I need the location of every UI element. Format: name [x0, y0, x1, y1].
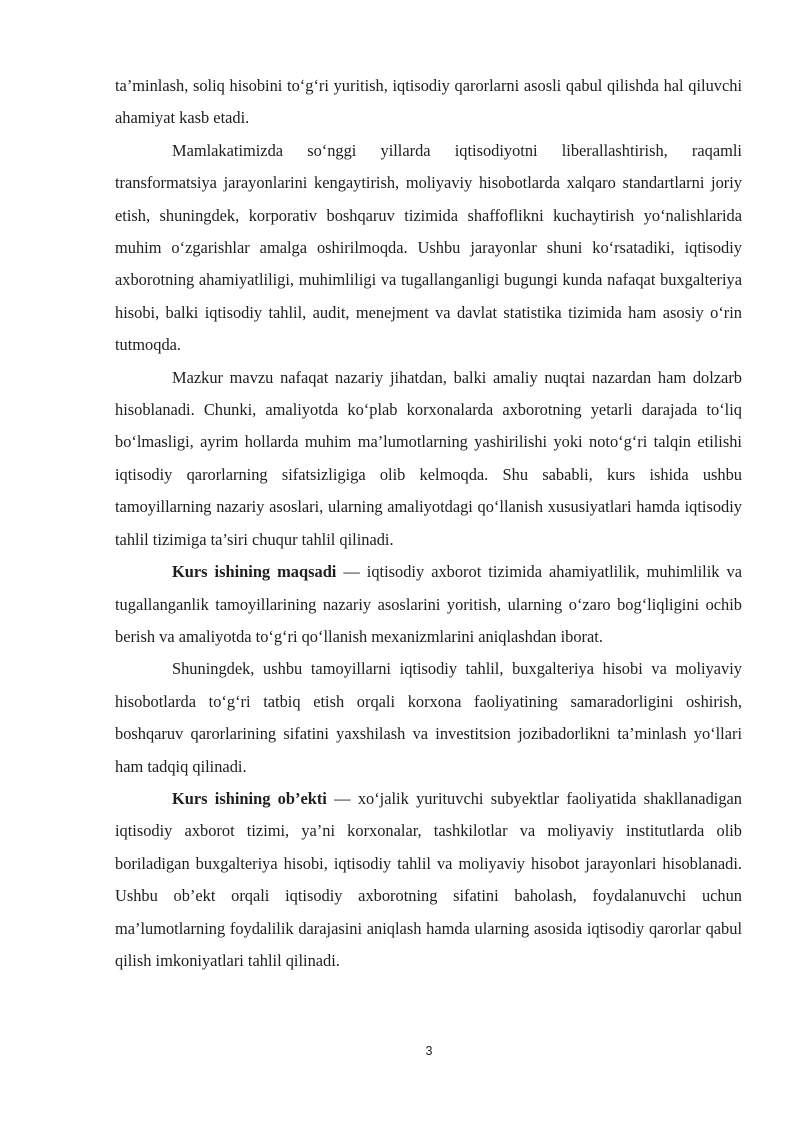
paragraph-text: Mazkur mavzu nafaqat nazariy jihatdan, balki amaliy nuqtai nazardan ham dolzarb hisoblanadi. Chunki, amaliyotda ko‘plab korxonalarda axborotning yetarli darajada to‘liq bo‘lmasligi, ayrim hollarda muhim ma’lumotlarning yashirilishi yoki noto‘g‘ri talqin etilishi iqtisodiy qarorlarning sifatsizligiga olib kelmoqda. Shu sababli, kurs ishida ushbu tamoyillarning nazariy asoslari, ularning amaliyotdagi qo‘llanish xususiyatlari hamda iqtisodiy tahlil tizimiga ta’siri chuqur tahlil qilinadi.: [115, 367, 742, 549]
paragraph-goal: [115, 556, 742, 653]
paragraph-text: Shuningdek, ushbu tamoyillarni iqtisodiy tahlil, buxgalteriya hisobi va moliyaviy hisobotlarda to‘g‘ri tatbiq etish orqali korxona faoliyatining samaradorligini oshirish, boshqaruv qarorlarining sifatini yaxshilash va investitsion jozibadorlikni ta’minlash yo‘llari ham tadqiq qilinadi.: [115, 659, 742, 776]
paragraph-text: Mamlakatimizda so‘nggi yillarda iqtisodiyotni liberallashtirish, raqamli transformatsiya jarayonlarini kengaytirish, moliyaviy hisobotlarda xalqaro standartlarni joriy etish, shuningdek, korporativ boshqaruv tizimida shaffoflikni kuchaytirish yo‘nalishlarida muhim o‘zgarishlar amalga oshirilmoqda. Ushbu jarayonlar shuni ko‘rsatadiki, iqtisodiy axborotning ahamiyatliligi, muhimliligi va tugallanganligi bugungi kunda nafaqat buxgalteriya hisobi, balki iqtisodiy tahlil, audit, menejment va davlat statistika tizimida ham asosiy o‘rin tutmoqda.: [115, 140, 742, 355]
page-number: 3: [425, 1044, 433, 1058]
paragraph-text: — iqtisodiy axborot tizimida ahamiyatlilik, muhimlilik va tugallanganlik tamoyillarining nazariy asoslarini yoritish, ularning o‘zaro bog‘liqligini ochib berish va amaliyotda to‘g‘ri qo‘llanish mexanizmlarini aniqlashdan iborat.: [115, 562, 742, 646]
paragraph-object: [115, 783, 742, 977]
document-body: [115, 70, 742, 977]
goal-heading: Kurs ishining maqsadi: [172, 562, 337, 582]
paragraph-relevance: [115, 362, 742, 556]
paragraph-reforms: [115, 135, 742, 362]
paragraph-text: ta’minlash, soliq hisobini to‘g‘ri yuritish, iqtisodiy qarorlarni asosli qabul qilishda hal qiluvchi ahamiyat kasb etadi.: [115, 76, 742, 128]
object-heading: Kurs ishining ob’ekti: [172, 788, 327, 808]
paragraph-additional-goal: [115, 653, 742, 783]
paragraph-text: — xo‘jalik yurituvchi subyektlar faoliyatida shakllanadigan iqtisodiy axborot tizimi, ya’ni korxonalar, tashkilotlar va moliyaviy institutlarda olib boriladigan buxgalteriya hisobi, iqtisodiy tahlil va moliyaviy hisobot jarayonlari hisoblanadi. Ushbu ob’ekt orqali iqtisodiy axborotning sifatini baholash, foydalanuvchi uchun ma’lumotlarning foydalilik darajasini aniqlash hamda ularning asosida iqtisodiy qarorlar qabul qilish imkoniyatlari tahlil qilinadi.: [115, 788, 742, 970]
paragraph-continuation: [115, 70, 742, 135]
